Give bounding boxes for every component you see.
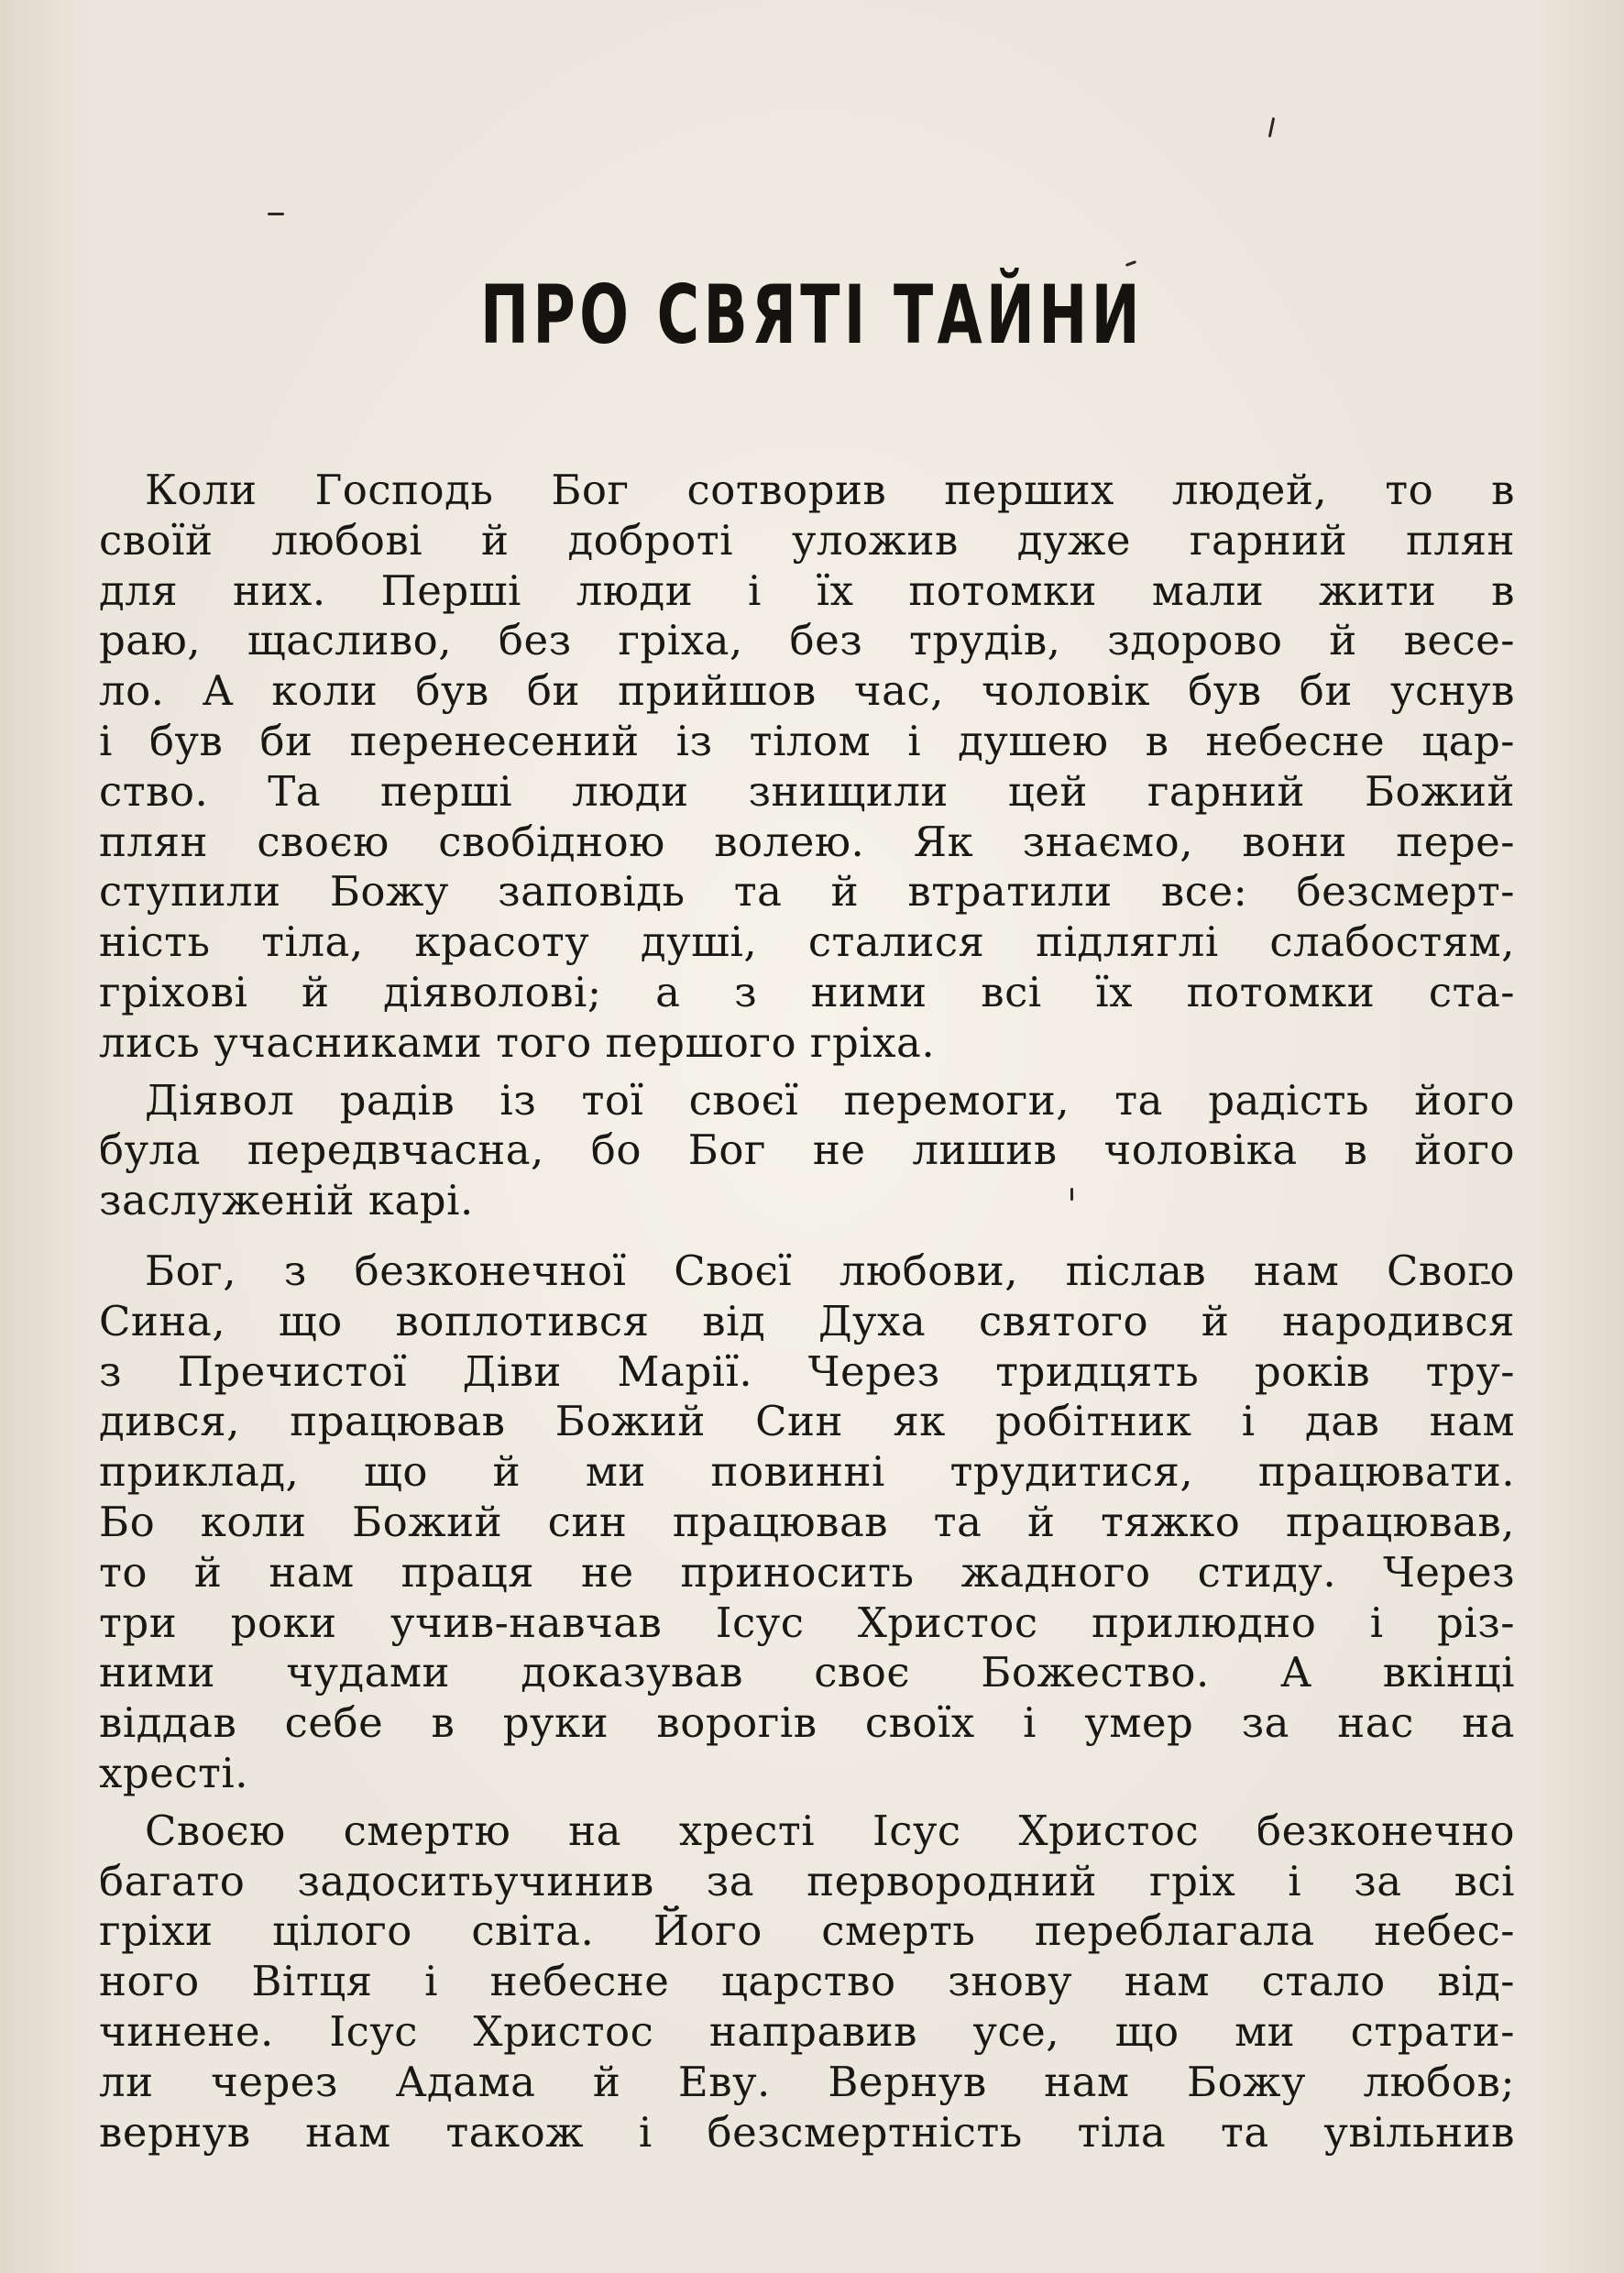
text-line: ство. Та перші люди знищили цей гарний Божий <box>99 766 1515 816</box>
text-line: три роки учив-навчав Ісус Христос прилюдно і різ- <box>99 1598 1515 1647</box>
text-line: дився, працював Божий Син як робітник і дав нам <box>99 1397 1515 1446</box>
body-text <box>99 466 1515 2158</box>
text-line: то й нам праця не приносить жадного стиду. Через <box>99 1547 1515 1597</box>
text-line: з Пречистої Діви Марії. Через тридцять років тру- <box>99 1346 1515 1396</box>
text-line: своїй любові й доброті уложив дуже гарний плян <box>99 515 1515 565</box>
paragraph-creation <box>99 466 1515 1069</box>
text-line: ними чудами доказував своє Божество. А вкінці <box>99 1648 1515 1697</box>
paragraph-gap <box>99 1069 1515 1076</box>
paragraph-cross <box>99 1806 1515 2158</box>
text-line: хресті. <box>99 1748 249 1797</box>
paragraph-gap <box>99 1799 1515 1806</box>
text-line: вернув нам також і безсмертність тіла та увільнив <box>99 2107 1515 2157</box>
text-line: Своєю смертю на хресті Ісус Христос безконечно <box>145 1806 1515 1855</box>
text-line: ло. А коли був би прийшов час, чоловік був би уснув <box>99 666 1515 716</box>
text-line: раю, щасливо, без гріха, без трудів, здорово й весе- <box>99 616 1515 665</box>
text-line: віддав себе в руки ворогів своїх і умер за нас на <box>99 1698 1515 1748</box>
text-line: Бо коли Божий син працював та й тяжко працював, <box>99 1497 1515 1546</box>
text-line: Коли Господь Бог сотворив перших людей, то в <box>145 466 1515 514</box>
text-line: Бог, з безконечної Своєї любови, післав нам Свого <box>145 1246 1515 1295</box>
text-line: і був би перенесений із тілом і душею в небесне цар- <box>99 716 1515 765</box>
text-line: багато задоситьучинив за первородний гріх і за всі <box>99 1856 1515 1905</box>
page-speck <box>268 213 284 215</box>
text-line: лись учасниками того першого гріха. <box>99 1017 936 1067</box>
text-line: заслуженій карі. <box>99 1176 474 1225</box>
text-line: гріхи цілого світа. Його смерть переблагала небес- <box>99 1906 1515 1956</box>
text-line: ли через Адама й Еву. Вернув нам Божу любов; <box>99 2057 1515 2106</box>
text-line: чинене. Ісус Христос направив усе, що ми страти- <box>99 2006 1515 2056</box>
text-line: ність тіла, красоту душі, сталися підляглі слабостям, <box>99 917 1515 967</box>
text-line: приклад, що й ми повинні трудитися, працювати. <box>99 1447 1515 1497</box>
paragraph-son <box>99 1246 1515 1799</box>
text-line: ного Вітця і небесне царство знову нам стало від- <box>99 1957 1515 2006</box>
page-speck <box>1268 117 1276 137</box>
text-line: ступили Божу заповідь та й втратили все: безсмерт- <box>99 867 1515 917</box>
text-line: плян своєю свобідною волею. Як знаємо, вони пере- <box>99 817 1515 866</box>
text-line: Діявол радів із тої своєї перемоги, та радість його <box>145 1075 1515 1125</box>
text-line: гріхові й діяволові; а з ними всі їх потомки ста- <box>99 967 1515 1016</box>
text-line: Сина, що воплотився від Духа святого й народився <box>99 1296 1515 1345</box>
text-line: була передвчасна, бо Бог не лишив чоловіка в його <box>99 1126 1515 1175</box>
text-line: для них. Перші люди і їх потомки мали жити в <box>99 566 1515 615</box>
page-title: ПРО СВЯТІ ТАЙНИ <box>480 268 1144 362</box>
paragraph-devil <box>99 1076 1515 1226</box>
page-speck <box>1125 260 1136 267</box>
paragraph-gap <box>99 1226 1515 1246</box>
